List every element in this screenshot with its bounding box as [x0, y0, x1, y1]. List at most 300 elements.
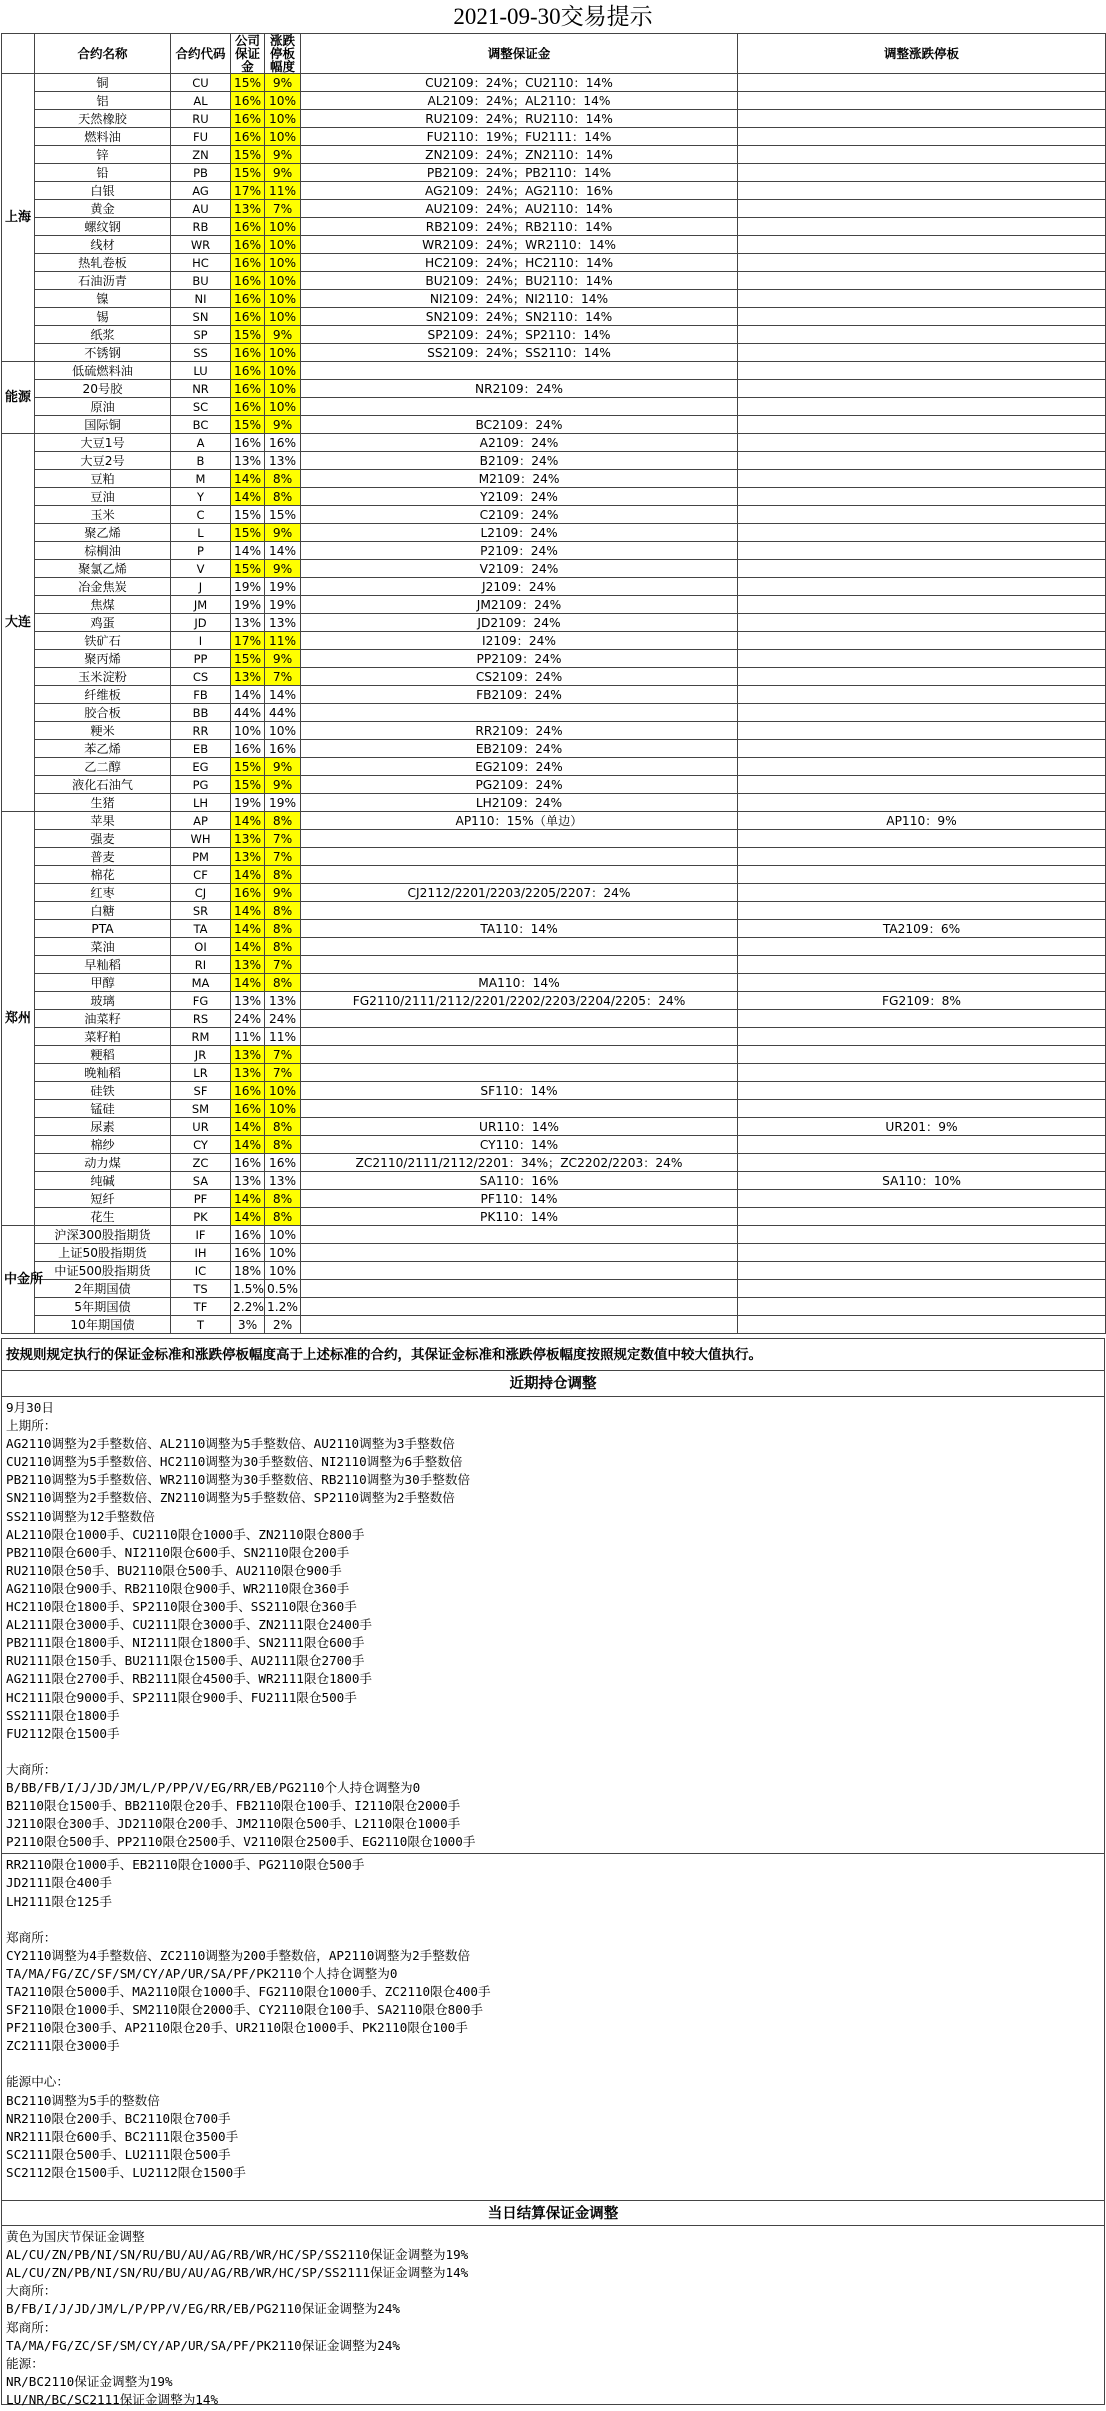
margin-cell: 15%	[231, 524, 265, 542]
adjust-limit-cell	[738, 794, 1106, 812]
table-row	[2, 506, 1106, 524]
contract-code-cell: LU	[171, 362, 231, 380]
table-row	[2, 848, 1106, 866]
contract-name-cell: 纸浆	[35, 326, 171, 344]
table-row	[2, 1136, 1106, 1154]
adjust-limit-cell	[738, 380, 1106, 398]
adjust-limit-cell	[738, 128, 1106, 146]
limit-cell: 10%	[265, 110, 301, 128]
adjust-margin-cell: FG2110/2111/2112/2201/2202/2203/2204/2205：24%	[301, 992, 738, 1010]
contract-name-cell: 棕榈油	[35, 542, 171, 560]
adjust-margin-cell: SN2109：24%；SN2110：14%	[301, 308, 738, 326]
table-row	[2, 1046, 1106, 1064]
limit-cell: 1.2%	[265, 1298, 301, 1316]
contract-code-cell: IC	[171, 1262, 231, 1280]
table-row	[2, 632, 1106, 650]
table-row	[2, 1028, 1106, 1046]
contract-code-cell: LH	[171, 794, 231, 812]
adjust-margin-cell: BU2109：24%；BU2110：14%	[301, 272, 738, 290]
note-line: HC2110限仓1800手、SP2110限仓300手、SS2110限仓360手	[6, 1599, 357, 1615]
margin-cell: 13%	[231, 992, 265, 1010]
limit-cell: 11%	[265, 632, 301, 650]
contract-code-cell: L	[171, 524, 231, 542]
table-row	[2, 236, 1106, 254]
note-line: AL2110限仓1000手、CU2110限仓1000手、ZN2110限仓800手	[6, 1526, 365, 1542]
note-line: PB2110调整为5手整数倍、WR2110调整为30手整数倍、RB2110调整为30手整数倍	[6, 1472, 471, 1488]
limit-cell: 2%	[265, 1316, 301, 1334]
contract-code-cell: IF	[171, 1226, 231, 1244]
note-line: NR2111限仓600手、BC2111限仓3500手	[6, 2128, 239, 2144]
limit-cell: 16%	[265, 1154, 301, 1172]
contract-code-cell: EB	[171, 740, 231, 758]
limit-cell: 8%	[265, 488, 301, 506]
contract-name-cell: 花生	[35, 1208, 171, 1226]
margin-cell: 11%	[231, 1028, 265, 1046]
margin-cell: 15%	[231, 776, 265, 794]
contract-name-cell: 铝	[35, 92, 171, 110]
limit-cell: 7%	[265, 1064, 301, 1082]
limit-cell: 10%	[265, 1082, 301, 1100]
table-row	[2, 470, 1106, 488]
contract-name-cell: PTA	[35, 920, 171, 938]
contract-code-cell: SM	[171, 1100, 231, 1118]
position-adjust-list-continued	[2, 1853, 1104, 2184]
contract-code-cell: C	[171, 506, 231, 524]
adj-limit-header: 调整涨跌停板	[738, 34, 1106, 74]
margin-cell: 14%	[231, 866, 265, 884]
adjust-margin-cell: AG2109：24%；AG2110：16%	[301, 182, 738, 200]
margin-cell: 13%	[231, 1046, 265, 1064]
contract-code-cell: NI	[171, 290, 231, 308]
limit-cell: 8%	[265, 1136, 301, 1154]
adjust-margin-cell: RR2109：24%	[301, 722, 738, 740]
contract-code-cell: V	[171, 560, 231, 578]
adjust-margin-cell	[301, 1298, 738, 1316]
limit-cell: 10%	[265, 722, 301, 740]
adjust-limit-cell	[738, 1280, 1106, 1298]
margin-table	[1, 33, 1106, 1334]
limit-cell: 8%	[265, 1118, 301, 1136]
margin-cell: 16%	[231, 218, 265, 236]
note-line: NR2110限仓200手、BC2110限仓700手	[6, 2110, 231, 2126]
contract-code-cell: PP	[171, 650, 231, 668]
adjust-limit-cell	[738, 344, 1106, 362]
adjust-limit-cell	[738, 1154, 1106, 1172]
limit-cell: 44%	[265, 704, 301, 722]
contract-name-cell: 锡	[35, 308, 171, 326]
adjust-limit-cell	[738, 614, 1106, 632]
margin-cell: 16%	[231, 344, 265, 362]
margin-cell: 14%	[231, 902, 265, 920]
contract-code-cell: BC	[171, 416, 231, 434]
margin-cell: 16%	[231, 740, 265, 758]
margin-cell: 16%	[231, 1082, 265, 1100]
contract-code-cell: IH	[171, 1244, 231, 1262]
contract-name-cell: 国际铜	[35, 416, 171, 434]
adjust-margin-cell	[301, 1010, 738, 1028]
margin-cell: 14%	[231, 812, 265, 830]
note-line: JD2111限仓400手	[6, 1875, 113, 1891]
adjust-margin-cell	[301, 848, 738, 866]
adjust-limit-cell	[738, 650, 1106, 668]
limit-header: 涨跌停板幅度	[265, 34, 301, 74]
note-line: SF2110限仓1000手、SM2110限仓2000手、CY2110限仓100手、SA2110限仓800手	[6, 2002, 484, 2018]
limit-cell: 10%	[265, 254, 301, 272]
contract-name-cell: 铁矿石	[35, 632, 171, 650]
position-adjust-list	[2, 1397, 1104, 1853]
adjust-margin-cell: J2109：24%	[301, 578, 738, 596]
note-line: PB2111限仓1800手、NI2111限仓1800手、SN2111限仓600手	[6, 1635, 365, 1651]
limit-cell: 9%	[265, 146, 301, 164]
contract-code-cell: CU	[171, 74, 231, 92]
margin-cell: 10%	[231, 722, 265, 740]
adjust-limit-cell	[738, 1262, 1106, 1280]
adjust-margin-cell: CJ2112/2201/2203/2205/2207：24%	[301, 884, 738, 902]
adjust-limit-cell	[738, 830, 1106, 848]
table-row	[2, 686, 1106, 704]
adjust-margin-cell: UR110：14%	[301, 1118, 738, 1136]
margin-cell: 1.5%	[231, 1280, 265, 1298]
code-header: 合约代码	[171, 34, 231, 74]
contract-code-cell: PG	[171, 776, 231, 794]
note-line: SC2111限仓500手、LU2111限仓500手	[6, 2146, 231, 2162]
note-line: SC2112限仓1500手、LU2112限仓1500手	[6, 2164, 246, 2180]
adj-margin-header: 调整保证金	[301, 34, 738, 74]
adjust-margin-cell: SF110：14%	[301, 1082, 738, 1100]
page-title: 2021-09-30交易提示	[453, 4, 653, 29]
adjust-limit-cell	[738, 524, 1106, 542]
exchange-cell: 中金所	[2, 1226, 35, 1334]
limit-cell: 24%	[265, 1010, 301, 1028]
adjust-limit-cell	[738, 758, 1106, 776]
limit-cell: 8%	[265, 470, 301, 488]
contract-name-cell: 液化石油气	[35, 776, 171, 794]
margin-cell: 13%	[231, 1172, 265, 1190]
adjust-limit-cell	[738, 560, 1106, 578]
adjust-margin-cell	[301, 1226, 738, 1244]
table-row	[2, 92, 1106, 110]
margin-cell: 15%	[231, 560, 265, 578]
adjust-limit-cell	[738, 164, 1106, 182]
contract-code-cell: RS	[171, 1010, 231, 1028]
margin-cell: 16%	[231, 128, 265, 146]
contract-name-cell: 苯乙烯	[35, 740, 171, 758]
table-row	[2, 920, 1106, 938]
contract-code-cell: J	[171, 578, 231, 596]
limit-cell: 13%	[265, 614, 301, 632]
limit-cell: 7%	[265, 200, 301, 218]
adjust-margin-cell: FU2110：19%；FU2111：14%	[301, 128, 738, 146]
limit-cell: 19%	[265, 794, 301, 812]
note-line: RR2110限仓1000手、EB2110限仓1000手、PG2110限仓500手	[6, 1857, 365, 1873]
settlement-margin-title: 当日结算保证金调整	[2, 2200, 1104, 2226]
table-row	[2, 704, 1106, 722]
contract-code-cell: ZN	[171, 146, 231, 164]
contract-name-cell: 棉纱	[35, 1136, 171, 1154]
table-row	[2, 1154, 1106, 1172]
table-row	[2, 560, 1106, 578]
contract-code-cell: NR	[171, 380, 231, 398]
margin-cell: 16%	[231, 272, 265, 290]
adjust-margin-cell: PF110：14%	[301, 1190, 738, 1208]
limit-cell: 19%	[265, 596, 301, 614]
adjust-limit-cell	[738, 1244, 1106, 1262]
margin-cell: 15%	[231, 650, 265, 668]
adjust-margin-cell: AU2109：24%；AU2110：14%	[301, 200, 738, 218]
limit-cell: 10%	[265, 1226, 301, 1244]
limit-cell: 8%	[265, 1190, 301, 1208]
table-row	[2, 758, 1106, 776]
contract-code-cell: SR	[171, 902, 231, 920]
exchange-cell: 郑州	[2, 812, 35, 1226]
adjust-margin-cell: M2109：24%	[301, 470, 738, 488]
contract-name-cell: 中证500股指期货	[35, 1262, 171, 1280]
margin-cell: 16%	[231, 434, 265, 452]
adjust-limit-cell: AP110：9%	[738, 812, 1106, 830]
contract-name-cell: 棉花	[35, 866, 171, 884]
contract-code-cell: FU	[171, 128, 231, 146]
contract-name-cell: 红枣	[35, 884, 171, 902]
name-header: 合约名称	[35, 34, 171, 74]
limit-cell: 10%	[265, 1244, 301, 1262]
table-row	[2, 722, 1106, 740]
adjust-limit-cell	[738, 434, 1106, 452]
contract-name-cell: 聚丙烯	[35, 650, 171, 668]
limit-cell: 9%	[265, 326, 301, 344]
note-line	[6, 2055, 1100, 2073]
adjust-limit-cell	[738, 1100, 1106, 1118]
adjust-limit-cell: UR201：9%	[738, 1118, 1106, 1136]
adjust-margin-cell: LH2109：24%	[301, 794, 738, 812]
margin-cell: 15%	[231, 74, 265, 92]
note-line: AG2110限仓900手、RB2110限仓900手、WR2110限仓360手	[6, 1580, 350, 1596]
margin-cell: 13%	[231, 848, 265, 866]
adjust-limit-cell	[738, 1208, 1106, 1226]
margin-cell: 16%	[231, 884, 265, 902]
adjust-limit-cell: TA2109：6%	[738, 920, 1106, 938]
table-row	[2, 380, 1106, 398]
table-row	[2, 1100, 1106, 1118]
contract-name-cell: 普麦	[35, 848, 171, 866]
adjust-margin-cell: WR2109：24%；WR2110：14%	[301, 236, 738, 254]
adjust-margin-cell: PG2109：24%	[301, 776, 738, 794]
contract-name-cell: 锌	[35, 146, 171, 164]
contract-name-cell: 热轧卷板	[35, 254, 171, 272]
contract-code-cell: TA	[171, 920, 231, 938]
note-line: PB2110限仓600手、NI2110限仓600手、SN2110限仓200手	[6, 1544, 350, 1560]
contract-code-cell: AL	[171, 92, 231, 110]
note-line: TA2110限仓5000手、MA2110限仓1000手、FG2110限仓1000手、ZC2110限仓400手	[6, 1984, 491, 1999]
table-row	[2, 866, 1106, 884]
adjust-limit-cell: SA110：10%	[738, 1172, 1106, 1190]
adjust-margin-cell: HC2109：24%；HC2110：14%	[301, 254, 738, 272]
contract-name-cell: 石油沥青	[35, 272, 171, 290]
margin-cell: 14%	[231, 938, 265, 956]
margin-cell: 18%	[231, 1262, 265, 1280]
table-row	[2, 938, 1106, 956]
contract-code-cell: MA	[171, 974, 231, 992]
adjust-limit-cell	[738, 542, 1106, 560]
contract-name-cell: 生猪	[35, 794, 171, 812]
contract-code-cell: I	[171, 632, 231, 650]
contract-code-cell: ZC	[171, 1154, 231, 1172]
margin-cell: 17%	[231, 632, 265, 650]
adjust-margin-cell: FB2109：24%	[301, 686, 738, 704]
note-line: AL/CU/ZN/PB/NI/SN/RU/BU/AU/AG/RB/WR/HC/SP/SS2110保证金调整为19%	[6, 2247, 469, 2263]
table-row	[2, 830, 1106, 848]
note-line: BC2110调整为5手的整数倍	[6, 2092, 160, 2108]
margin-cell: 16%	[231, 1244, 265, 1262]
contract-code-cell: T	[171, 1316, 231, 1334]
contract-code-cell: SA	[171, 1172, 231, 1190]
exchange-cell: 大连	[2, 434, 35, 812]
table-row	[2, 1244, 1106, 1262]
adjust-limit-cell	[738, 308, 1106, 326]
margin-cell: 24%	[231, 1010, 265, 1028]
table-row	[2, 128, 1106, 146]
limit-cell: 10%	[265, 308, 301, 326]
contract-code-cell: SS	[171, 344, 231, 362]
adjust-margin-cell: SA110：16%	[301, 1172, 738, 1190]
contract-name-cell: 豆粕	[35, 470, 171, 488]
limit-cell: 10%	[265, 92, 301, 110]
table-row	[2, 254, 1106, 272]
table-row	[2, 650, 1106, 668]
note-line: B/FB/I/J/JD/JM/L/P/PP/V/EG/RR/EB/PG2110保证金调整为24%	[6, 2301, 401, 2317]
limit-cell: 14%	[265, 542, 301, 560]
adjust-margin-cell: JM2109：24%	[301, 596, 738, 614]
limit-cell: 19%	[265, 578, 301, 596]
contract-name-cell: 早籼稻	[35, 956, 171, 974]
contract-code-cell: WH	[171, 830, 231, 848]
limit-cell: 9%	[265, 650, 301, 668]
limit-cell: 10%	[265, 1262, 301, 1280]
contract-code-cell: JM	[171, 596, 231, 614]
contract-code-cell: EG	[171, 758, 231, 776]
margin-cell: 13%	[231, 830, 265, 848]
contract-name-cell: 白银	[35, 182, 171, 200]
table-row	[2, 992, 1106, 1010]
contract-code-cell: SC	[171, 398, 231, 416]
contract-name-cell: 不锈钢	[35, 344, 171, 362]
contract-code-cell: FG	[171, 992, 231, 1010]
table-row	[2, 614, 1106, 632]
adjust-margin-cell	[301, 704, 738, 722]
contract-code-cell: B	[171, 452, 231, 470]
note-line: AG2110调整为2手整数倍、AL2110调整为5手整数倍、AU2110调整为3手整数倍	[6, 1436, 455, 1452]
contract-code-cell: RI	[171, 956, 231, 974]
limit-cell: 7%	[265, 830, 301, 848]
limit-cell: 9%	[265, 560, 301, 578]
contract-code-cell: RU	[171, 110, 231, 128]
adjust-margin-cell	[301, 866, 738, 884]
margin-cell: 16%	[231, 1226, 265, 1244]
limit-cell: 15%	[265, 506, 301, 524]
contract-name-cell: 原油	[35, 398, 171, 416]
contract-code-cell: P	[171, 542, 231, 560]
rule-note: 按规则规定执行的保证金标准和涨跌停板幅度高于上述标准的合约，其保证金标准和涨跌停板幅度按照规定数值中较大值执行。	[2, 1339, 1104, 1371]
margin-cell: 14%	[231, 488, 265, 506]
margin-cell: 14%	[231, 920, 265, 938]
margin-cell: 13%	[231, 668, 265, 686]
margin-cell: 14%	[231, 1190, 265, 1208]
limit-cell: 8%	[265, 938, 301, 956]
adjust-margin-cell	[301, 1262, 738, 1280]
contract-name-cell: 上证50股指期货	[35, 1244, 171, 1262]
contract-name-cell: 聚乙烯	[35, 524, 171, 542]
margin-cell: 13%	[231, 1064, 265, 1082]
contract-code-cell: JR	[171, 1046, 231, 1064]
contract-name-cell: 冶金焦炭	[35, 578, 171, 596]
margin-cell: 14%	[231, 1208, 265, 1226]
adjust-limit-cell	[738, 668, 1106, 686]
adjust-limit-cell	[738, 1226, 1106, 1244]
contract-code-cell: AU	[171, 200, 231, 218]
table-row	[2, 488, 1106, 506]
table-row	[2, 794, 1106, 812]
adjust-margin-cell: V2109：24%	[301, 560, 738, 578]
adjust-limit-cell	[738, 1046, 1106, 1064]
limit-cell: 10%	[265, 344, 301, 362]
contract-code-cell: CJ	[171, 884, 231, 902]
adjust-limit-cell	[738, 362, 1106, 380]
contract-code-cell: Y	[171, 488, 231, 506]
limit-cell: 10%	[265, 398, 301, 416]
note-line	[6, 1743, 1100, 1761]
margin-cell: 16%	[231, 398, 265, 416]
contract-code-cell: RR	[171, 722, 231, 740]
limit-cell: 10%	[265, 1100, 301, 1118]
adjust-limit-cell	[738, 1316, 1106, 1334]
table-row	[2, 308, 1106, 326]
table-row	[2, 74, 1106, 92]
note-line: RU2110限仓50手、BU2110限仓500手、AU2110限仓900手	[6, 1562, 342, 1578]
contract-code-cell: SP	[171, 326, 231, 344]
contract-name-cell: 聚氯乙烯	[35, 560, 171, 578]
adjust-margin-cell: SP2109：24%；SP2110：14%	[301, 326, 738, 344]
contract-code-cell: SF	[171, 1082, 231, 1100]
contract-name-cell: 天然橡胶	[35, 110, 171, 128]
adjust-limit-cell	[738, 470, 1106, 488]
margin-cell: 44%	[231, 704, 265, 722]
note-line: 9月30日	[6, 1400, 54, 1415]
margin-header: 公司保证金	[231, 34, 265, 74]
contract-name-cell: 胶合板	[35, 704, 171, 722]
note-line: 上期所：	[6, 1418, 57, 1434]
note-line: CU2110调整为5手整数倍、HC2110调整为30手整数倍、NI2110调整为6手整数倍	[6, 1454, 463, 1470]
contract-name-cell: 玻璃	[35, 992, 171, 1010]
table-row	[2, 164, 1106, 182]
contract-code-cell: WR	[171, 236, 231, 254]
note-line: 大商所：	[6, 1761, 57, 1777]
margin-cell: 14%	[231, 470, 265, 488]
table-row	[2, 182, 1106, 200]
limit-cell: 7%	[265, 1046, 301, 1064]
adjust-limit-cell	[738, 866, 1106, 884]
contract-name-cell: 2年期国债	[35, 1280, 171, 1298]
contract-name-cell: 20号胶	[35, 380, 171, 398]
adjust-margin-cell: EG2109：24%	[301, 758, 738, 776]
position-adjust-title: 近期持仓调整	[2, 1371, 1104, 1397]
adjust-margin-cell: CU2109：24%；CU2110：14%	[301, 74, 738, 92]
adjust-margin-cell	[301, 398, 738, 416]
table-row	[2, 1118, 1106, 1136]
adjust-limit-cell	[738, 578, 1106, 596]
table-row	[2, 416, 1106, 434]
adjust-limit-cell	[738, 1190, 1106, 1208]
limit-cell: 10%	[265, 290, 301, 308]
contract-code-cell: PB	[171, 164, 231, 182]
